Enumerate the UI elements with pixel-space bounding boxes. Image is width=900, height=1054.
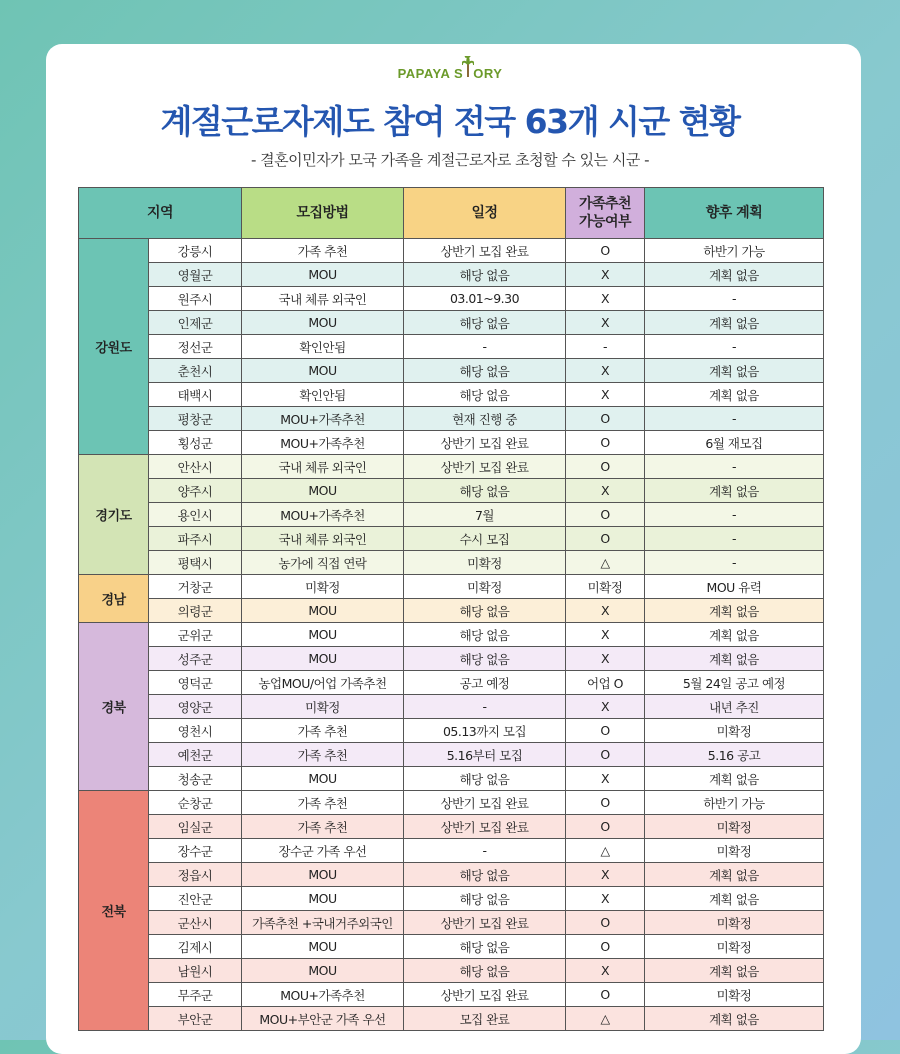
city-cell: 인제군 [149,311,242,335]
family-cell: △ [566,1007,645,1031]
method-cell: 미확정 [242,575,404,599]
plan-cell: 6월 재모집 [645,431,824,455]
family-cell: - [566,335,645,359]
header-plan: 향후 계획 [645,188,824,239]
table-row [79,647,824,671]
family-cell: X [566,959,645,983]
table-row [79,887,824,911]
schedule-cell: 해당 없음 [404,599,566,623]
table-row [79,959,824,983]
table-row [79,383,824,407]
city-cell: 양주시 [149,479,242,503]
method-cell: MOU [242,311,404,335]
city-cell: 성주군 [149,647,242,671]
table-row [79,623,824,647]
table-row [79,263,824,287]
plan-cell: MOU 유력 [645,575,824,599]
city-cell: 장수군 [149,839,242,863]
region-cell: 경북 [79,623,149,791]
schedule-cell: 해당 없음 [404,767,566,791]
method-cell: MOU [242,599,404,623]
plan-cell: 하반기 가능 [645,239,824,263]
table-row [79,1007,824,1031]
page-title: 계절근로자제도 참여 전국 63개 시군 현황 [160,102,740,141]
plan-cell: 계획 없음 [645,359,824,383]
family-cell: X [566,599,645,623]
brand-text-left: PAPAYA S [397,66,464,81]
city-cell: 춘천시 [149,359,242,383]
method-cell: MOU [242,623,404,647]
schedule-cell: 상반기 모집 완료 [404,791,566,815]
region-cell: 전북 [79,791,149,1031]
city-cell: 거창군 [149,575,242,599]
city-cell: 횡성군 [149,431,242,455]
method-cell: 가족 추천 [242,239,404,263]
header-family [566,188,645,239]
method-cell: 미확정 [242,695,404,719]
city-cell: 임실군 [149,815,242,839]
table-row [79,503,824,527]
plan-cell: 미확정 [645,983,824,1007]
plan-cell: - [645,503,824,527]
method-cell: MOU+부안군 가족 우선 [242,1007,404,1031]
family-cell: O [566,455,645,479]
table-row [79,767,824,791]
table-row [79,671,824,695]
brand-text-right: ORY [473,66,503,81]
table-row [79,911,824,935]
schedule-cell: 해당 없음 [404,647,566,671]
schedule-cell: - [404,335,566,359]
method-cell: MOU [242,959,404,983]
method-cell: 가족 추천 [242,815,404,839]
family-cell: X [566,695,645,719]
method-cell: 농가에 직접 연락 [242,551,404,575]
method-cell: MOU+가족추천 [242,431,404,455]
schedule-cell: 상반기 모집 완료 [404,239,566,263]
plan-cell: 계획 없음 [645,383,824,407]
city-cell: 무주군 [149,983,242,1007]
schedule-cell: 해당 없음 [404,359,566,383]
plan-cell: 계획 없음 [645,263,824,287]
method-cell: MOU [242,479,404,503]
city-cell: 영양군 [149,695,242,719]
method-cell: 가족 추천 [242,719,404,743]
method-cell: MOU [242,767,404,791]
schedule-cell: 해당 없음 [404,311,566,335]
family-cell: X [566,311,645,335]
table-header-row [79,188,824,239]
family-cell: X [566,863,645,887]
table-row [79,455,824,479]
family-cell: X [566,359,645,383]
family-cell: O [566,407,645,431]
plan-cell: 하반기 가능 [645,791,824,815]
schedule-cell: 상반기 모집 완료 [404,983,566,1007]
plan-cell: 계획 없음 [645,623,824,647]
schedule-cell: 미확정 [404,575,566,599]
city-cell: 태백시 [149,383,242,407]
plan-cell: - [645,455,824,479]
schedule-cell: 05.13까지 모집 [404,719,566,743]
city-cell: 영천시 [149,719,242,743]
city-cell: 김제시 [149,935,242,959]
family-cell: O [566,815,645,839]
plan-cell: 계획 없음 [645,887,824,911]
table-row [79,551,824,575]
table-row [79,791,824,815]
city-cell: 강릉시 [149,239,242,263]
method-cell: 가족 추천 [242,791,404,815]
family-cell: O [566,503,645,527]
schedule-cell: 해당 없음 [404,863,566,887]
family-cell: 미확정 [566,575,645,599]
table-row [79,863,824,887]
table-row [79,815,824,839]
family-cell: O [566,935,645,959]
method-cell: MOU [242,359,404,383]
table-body [79,239,824,1031]
method-cell: MOU [242,647,404,671]
table-row [79,599,824,623]
family-cell: X [566,623,645,647]
schedule-cell: 해당 없음 [404,959,566,983]
method-cell: MOU+가족추천 [242,983,404,1007]
city-cell: 정읍시 [149,863,242,887]
family-cell: X [566,887,645,911]
family-cell: △ [566,551,645,575]
header-schedule: 일정 [404,188,566,239]
status-table [78,187,824,1031]
schedule-cell: - [404,695,566,719]
method-cell: MOU [242,935,404,959]
plan-cell: 계획 없음 [645,863,824,887]
table-row [79,239,824,263]
plan-cell: 미확정 [645,935,824,959]
family-cell: O [566,983,645,1007]
city-cell: 청송군 [149,767,242,791]
schedule-cell: 03.01~9.30 [404,287,566,311]
method-cell: 확인안됨 [242,383,404,407]
region-cell: 경남 [79,575,149,623]
schedule-cell: 해당 없음 [404,263,566,287]
method-cell: 확인안됨 [242,335,404,359]
brand-logo [0,56,900,81]
plan-cell: 계획 없음 [645,767,824,791]
schedule-cell: 상반기 모집 완료 [404,815,566,839]
header-family-line2: 가능여부 [578,214,632,230]
schedule-cell: 공고 예정 [404,671,566,695]
method-cell: 가족 추천 [242,743,404,767]
plan-cell: - [645,527,824,551]
plan-cell: 계획 없음 [645,599,824,623]
family-cell: O [566,719,645,743]
city-cell: 용인시 [149,503,242,527]
city-cell: 정선군 [149,335,242,359]
family-cell: X [566,287,645,311]
schedule-cell: 모집 완료 [404,1007,566,1031]
family-cell: X [566,383,645,407]
city-cell: 순창군 [149,791,242,815]
schedule-cell: 해당 없음 [404,383,566,407]
plan-cell: 미확정 [645,815,824,839]
table-row [79,407,824,431]
table-row [79,431,824,455]
method-cell: 농업MOU/어업 가족추천 [242,671,404,695]
plan-cell: - [645,551,824,575]
schedule-cell: 상반기 모집 완료 [404,911,566,935]
header-region: 지역 [79,188,242,239]
region-cell: 경기도 [79,455,149,575]
family-cell: 어업 O [566,671,645,695]
city-cell: 평택시 [149,551,242,575]
city-cell: 군위군 [149,623,242,647]
city-cell: 영덕군 [149,671,242,695]
family-cell: O [566,527,645,551]
schedule-cell: 상반기 모집 완료 [404,431,566,455]
table-row [79,359,824,383]
plan-cell: 미확정 [645,839,824,863]
schedule-cell: 7월 [404,503,566,527]
schedule-cell: 상반기 모집 완료 [404,455,566,479]
schedule-cell: 해당 없음 [404,887,566,911]
table-row [79,575,824,599]
schedule-cell: 해당 없음 [404,935,566,959]
plan-cell: 미확정 [645,719,824,743]
plan-cell: - [645,407,824,431]
method-cell: MOU [242,887,404,911]
plan-cell: 5.16 공고 [645,743,824,767]
method-cell: 국내 체류 외국인 [242,287,404,311]
plan-cell: 5월 24일 공고 예정 [645,671,824,695]
city-cell: 평창군 [149,407,242,431]
schedule-cell: 미확정 [404,551,566,575]
city-cell: 예천군 [149,743,242,767]
method-cell: MOU [242,863,404,887]
header-family-line1: 가족추천 [578,196,632,212]
family-cell: X [566,647,645,671]
city-cell: 진안군 [149,887,242,911]
method-cell: 국내 체류 외국인 [242,455,404,479]
method-cell: MOU [242,263,404,287]
city-cell: 안산시 [149,455,242,479]
method-cell: 가족추천 +국내거주외국인 [242,911,404,935]
table-row [79,719,824,743]
table-row [79,695,824,719]
method-cell: 장수군 가족 우선 [242,839,404,863]
city-cell: 남원시 [149,959,242,983]
table-row [79,743,824,767]
schedule-cell: 현재 진행 중 [404,407,566,431]
method-cell: MOU+가족추천 [242,503,404,527]
family-cell: O [566,791,645,815]
table-row [79,479,824,503]
schedule-cell: 5.16부터 모집 [404,743,566,767]
city-cell: 군산시 [149,911,242,935]
schedule-cell: 해당 없음 [404,623,566,647]
family-cell: O [566,911,645,935]
plan-cell: - [645,335,824,359]
plan-cell: - [645,287,824,311]
plan-cell: 계획 없음 [645,1007,824,1031]
schedule-cell: 수시 모집 [404,527,566,551]
plan-cell: 계획 없음 [645,311,824,335]
header-method: 모집방법 [242,188,404,239]
table-row [79,935,824,959]
city-cell: 부안군 [149,1007,242,1031]
method-cell: MOU+가족추천 [242,407,404,431]
city-cell: 의령군 [149,599,242,623]
family-cell: O [566,239,645,263]
method-cell: 국내 체류 외국인 [242,527,404,551]
region-cell: 강원도 [79,239,149,455]
family-cell: X [566,263,645,287]
plan-cell: 내년 추진 [645,695,824,719]
table-row [79,311,824,335]
city-cell: 원주시 [149,287,242,311]
family-cell: X [566,479,645,503]
plan-cell: 계획 없음 [645,647,824,671]
plan-cell: 미확정 [645,911,824,935]
schedule-cell: 해당 없음 [404,479,566,503]
family-cell: O [566,743,645,767]
table-row [79,527,824,551]
table-row [79,287,824,311]
table-row [79,839,824,863]
city-cell: 영월군 [149,263,242,287]
table-row [79,335,824,359]
plan-cell: 계획 없음 [645,479,824,503]
plan-cell: 계획 없음 [645,959,824,983]
family-cell: X [566,767,645,791]
family-cell: O [566,431,645,455]
family-cell: △ [566,839,645,863]
page-subtitle: - 결혼이민자가 모국 가족을 계절근로자로 초청할 수 있는 시군 - [251,151,649,169]
table-row [79,983,824,1007]
schedule-cell: - [404,839,566,863]
city-cell: 파주시 [149,527,242,551]
